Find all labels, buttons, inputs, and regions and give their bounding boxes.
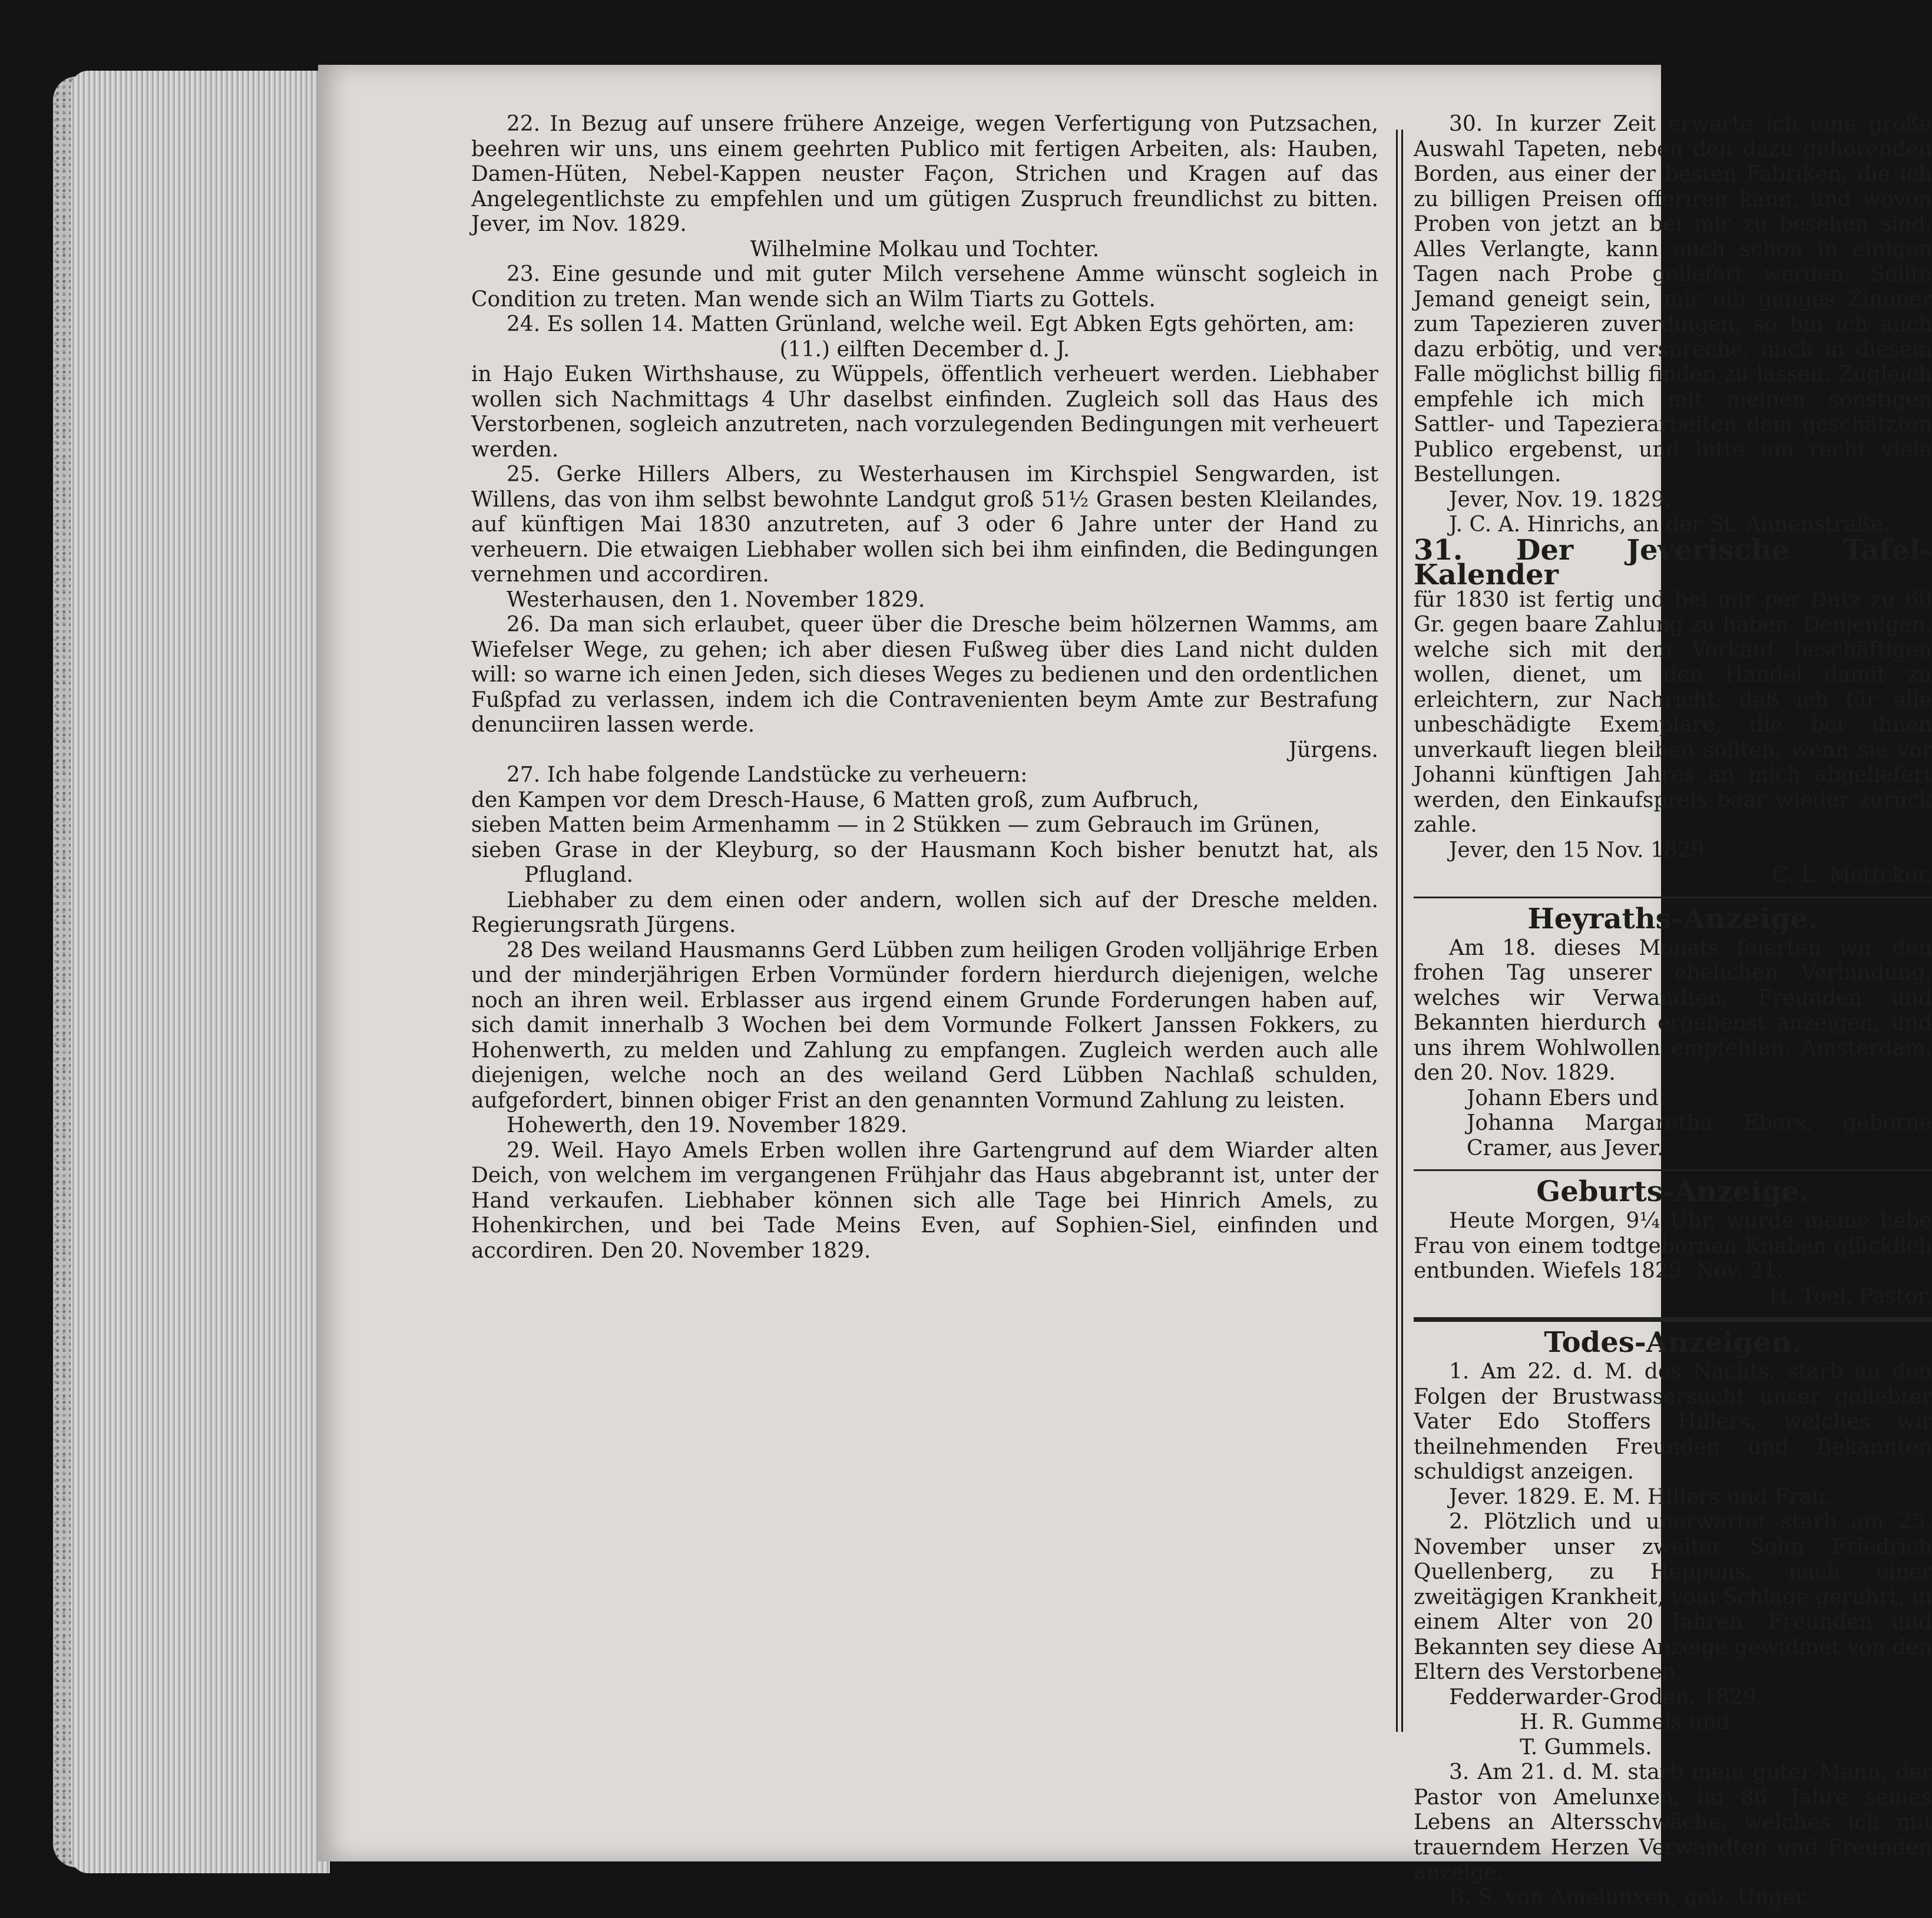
paragraph: 25. Gerke Hillers Albers, zu Westerhausen im Kirchspiel Sengwarden, ist Willens, das von ihm selbst bewohnte Landgut groß 51½ Grasen besten Kleilandes, auf künftigen Mai 1830 anzutreten, auf 3 oder 6 Jahre unter der Hand zu verheuern. Die etwaigen Liebhaber wollen sich bei ihm einfinden, die Bedingungen vernehmen und accordiren. — [471, 462, 1378, 587]
paragraph: Liebhaber zu dem einen oder andern, wollen sich auf der Dresche melden. Regierungsrath Jürgens. — [471, 888, 1378, 937]
paragraph: Heute Morgen, 9¼ Uhr, wurde meine liebe Frau von einem todtgebornen Knaben glücklich entbunden. Wiefels 1829. Nov. 21. — [1414, 1209, 1932, 1283]
section-rule — [1414, 1169, 1932, 1171]
right-column — [1414, 112, 1932, 1910]
paragraph: H. R. Gummels und — [1520, 1710, 1730, 1734]
announcement-30 — [1414, 112, 1932, 538]
paragraph: sieben Matten beim Armenhamm — in 2 Stükken — zum Gebrauch im Grünen, — [471, 813, 1321, 837]
paragraph: in Hajo Euken Wirthshause, zu Wüppels, öffentlich verheuert werden. Liebhaber wollen sich Nachmittags 4 Uhr daselbst einfinden. Zugleich soll das Haus des Verstorbenen, sogleich anzutreten, nach vorzulegenden Bedingungen mit verheuert werden. — [471, 362, 1378, 462]
paragraph: Wilhelmine Molkau und Tochter. — [750, 237, 1100, 262]
kalender-title: 31. Der Jeverische Tafel-Kalender — [1414, 533, 1932, 591]
paragraph: B. S. von Amelunxen, geb. Unger. — [1449, 1885, 1810, 1910]
paragraph: 28 Des weiland Hausmanns Gerd Lübben zum heiligen Groden volljährige Erben und der minderjährigen Erben Vormünder fordern hierdurch diejenigen, welche noch an ihren weil. Erblasser aus irgend einem Grunde Forderungen haben auf, sich damit innerhalb 3 Wochen bei dem Vormunde Folkert Janssen Fokkers, zu Hohenwerth, zu melden und Zahlung zu empfangen. Zugleich werden auch alle diejenigen, welche noch an des weiland Gerd Lübben Nachlaß schulden, aufgefordert, binnen obiger Frist an den genannten Vormund Zahlung zu leisten. — [471, 938, 1378, 1113]
paragraph: 29. Weil. Hayo Amels Erben wollen ihre Gartengrund auf dem Wiarder alten Deich, von welchem im vergangenen Frühjahr das Haus abgebrannt ist, unter der Hand verkaufen. Liebhaber können sich alle Tage bei Hinrich Amels, zu Hohenkirchen, und bei Tade Meins Even, auf Sophien-Siel, einfinden und accordiren. Den 20. November 1829. — [471, 1138, 1378, 1263]
paragraph: den Kampen vor dem Dresch-Hause, 6 Matten groß, zum Aufbruch, — [471, 788, 1199, 812]
paragraph: (11.) eilften December d. J. — [779, 337, 1070, 362]
paragraph: 27. Ich habe folgende Landstücke zu verheuern: — [507, 763, 1028, 787]
paragraph: 24. Es sollen 14. Matten Grünland, welche weil. Egt Abken Egts gehörten, am: — [507, 312, 1355, 336]
paragraph: Johanna Margaretha Ebers, geborne Cramer, aus Jever. — [1467, 1111, 1932, 1160]
geburt-section — [1414, 1209, 1932, 1309]
paragraph: J. C. A. Hinrichs, an der St. Annenstraße. — [1449, 512, 1890, 537]
section-rule — [1414, 897, 1932, 898]
left-column — [471, 112, 1378, 1264]
heyrath-title: Heyraths-Anzeige. — [1527, 902, 1818, 935]
paragraph: Westerhausen, den 1. November 1829. — [507, 587, 925, 612]
paragraph: 23. Eine gesunde und mit guter Milch versehene Amme wünscht sogleich in Condition zu treten. Man wende sich an Wilm Tiarts zu Gottels. — [471, 262, 1378, 312]
paragraph: für 1830 ist fertig und bei mir per Dutz zu 60 Gr. gegen baare Zahlung zu haben. Denjenigen, welche sich mit dem Verkauf beschäftigen wollen, dienet, um den Handel damit zu erleichtern, zur Nachricht: daß ich für alle unbeschädigte Exemplare, die bei ihnen unverkauft liegen bleiben sollten, wenn sie vor Johanni künftigen Jahres an mich abgeliefert werden, den Einkaufspreis baar wieder zurück zahle. — [1414, 587, 1932, 837]
column-divider — [1396, 130, 1403, 1732]
announcement-31 — [1414, 588, 1932, 888]
paragraph: Hohewerth, den 19. November 1829. — [507, 1113, 908, 1137]
paragraph: Jürgens. — [1288, 738, 1378, 762]
geburt-title: Geburts-Anzeige. — [1536, 1175, 1809, 1208]
paragraph: H. Toel, Pastor. — [1769, 1284, 1932, 1308]
paragraph: sieben Grase in der Kleyburg, so der Hausmann Koch bisher benutzt hat, als Pflugland. — [471, 838, 1378, 887]
paragraph: 3. Am 21. d. M. starb mein guter Mann, der Pastor von Amelunxen, im 86. Jahre seines Lebens an Altersschwäche, welches ich mit trauerndem Herzen Verwandten und Freunden anzeige. — [1414, 1760, 1932, 1884]
newspaper-page — [318, 65, 1932, 1910]
heyrath-section — [1414, 936, 1932, 1162]
paragraph: Jever, Nov. 19. 1829. — [1449, 487, 1672, 512]
paragraph: 26. Da man sich erlaubet, queer über die Dresche beim hölzernen Wamms, am Wiefelser Wege, zu gehen; ich aber diesen Fußweg über dies Land nicht dulden will: so warne ich einen Jeden, sich dieses Weges zu bedienen und den ordentlichen Fußpfad zu verlassen, indem ich die Contravenienten beym Amte zur Bestrafung denunciiren lassen werde. — [471, 613, 1378, 737]
section-rule-thick — [1414, 1317, 1932, 1322]
paragraph: 1. Am 22. d. M. des Nachts, starb an den Folgen der Brustwassersucht unser geliebter Vater Edo Stoffers Hillers, welches wir theilnehmenden Freunden und Bekannten schuldigst anzeigen. — [1414, 1360, 1932, 1484]
paragraph: Johann Ebers und — [1467, 1086, 1659, 1110]
paragraph: Fedderwarder-Groden. 1829. — [1449, 1685, 1764, 1709]
todes-section — [1414, 1360, 1932, 1910]
paragraph: 2. Plötzlich und unerwartet starb am 25. November unser zweiter Sohn Friedrich Quellenberg, zu Heppens, nach einer zweitägigen Krankheit, vom Schlage gerührt, in einem Alter von 20 Jahren. Freunden und Bekannten sey diese Anzeige gewidmet von den Eltern des Verstorbenen. — [1414, 1510, 1932, 1684]
paragraph: Jever, den 15 Nov. 1829. — [1449, 838, 1711, 862]
paragraph: C. L. Mettcker. — [1772, 863, 1932, 887]
paragraph: Am 18. dieses Monats feierten wir den frohen Tag unserer ehelichen Verbindung, welches wir Verwandten, Freunden und Bekannten hierdurch ergebenst anzeigen, und uns ihrem Wohlwollen empfehlen. Amsterdam, den 20. Nov. 1829. — [1414, 935, 1932, 1085]
paragraph: Jever. 1829. E. M. Hillers und Frau. — [1449, 1484, 1832, 1509]
paragraph: 30. In kurzer Zeit erwarte ich eine große Auswahl Tapeten, neben den dazu gehörenden Borden, aus einer der besten Fabriken, die ich zu billigen Preisen offeriren kann, und wovon Proben von jetzt an bei mir zu besehen sind. Alles Verlangte, kann auch schon in einigen Tagen nach Probe geliefert werden. Sollte Jemand geneigt sein, mir ein ganges Zimmer zum Tapezieren zuverdingen, so bin ich auch dazu erbötig, und verspreche, mich in diesem Falle möglichst billig finden zu lassen. Zugleich empfehle ich mich mit meinen sonstigen Sattler- und Tapezierarbeiten dem geschätzten Publico ergebenst, und bitte um recht viele Bestellungen. — [1414, 112, 1932, 487]
page-edges — [71, 71, 330, 1873]
todes-title: Todes-Anzeigen. — [1544, 1326, 1802, 1359]
paragraph: T. Gummels. — [1520, 1735, 1652, 1760]
paragraph: 22. In Bezug auf unsere frühere Anzeige, wegen Verfertigung von Putzsachen, beehren wir uns, uns einem geehrten Publico mit fertigen Arbeiten, als: Hauben, Damen-Hüten, Nebel-Kappen neuster Façon, Strichen und Kragen auf das Angelegentlichste zu empfehlen und um gütigen Zuspruch freundlichst zu bitten. Jever, im Nov. 1829. — [471, 112, 1378, 236]
